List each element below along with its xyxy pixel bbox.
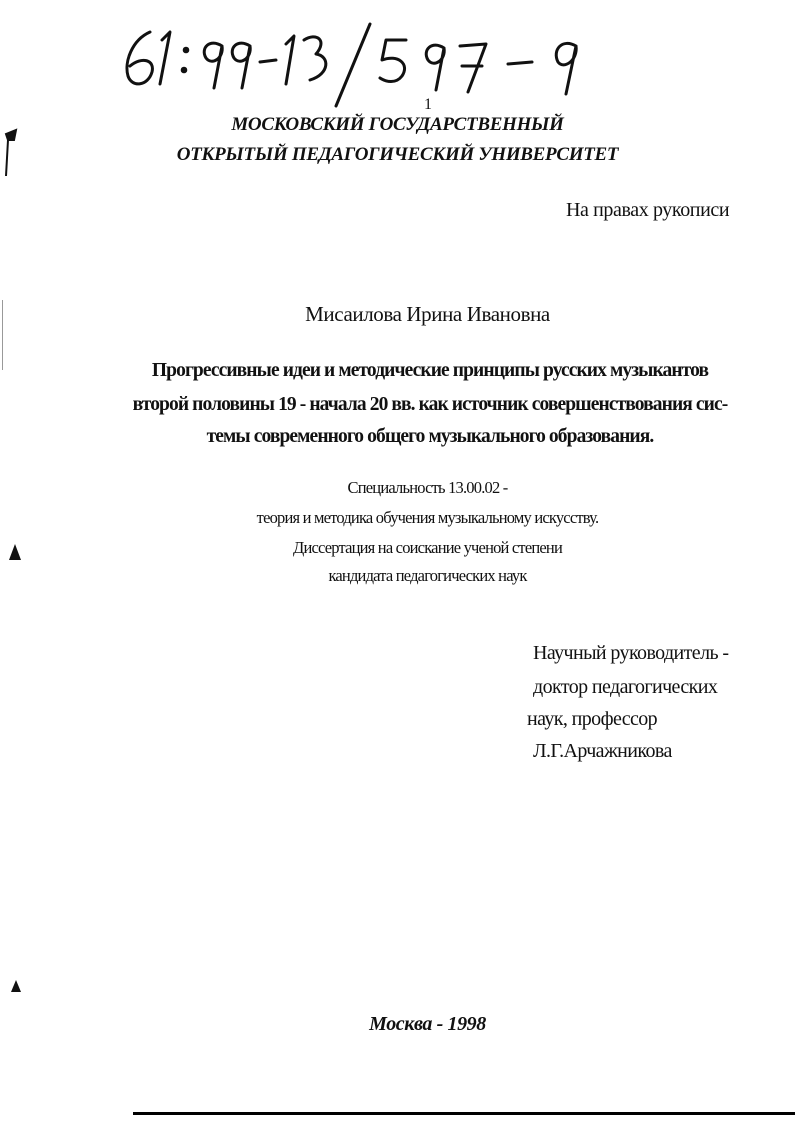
supervisor-line-1: Научный руководитель - [533, 642, 729, 664]
specialty-line-1: Специальность 13.00.02 - [347, 478, 508, 497]
dissertation-title-line-2: второй половины 19 - начала 20 вв. как источник совершенствования сис- [132, 394, 728, 415]
specialty-line-4: кандидата педагогических наук [328, 566, 527, 585]
author-name: Мисаилова Ирина Ивановна [305, 302, 550, 326]
dissertation-title-line-1: Прогрессивные идеи и методические принципы русских музыкантов [151, 360, 709, 381]
city-year: Москва - 1998 [369, 1013, 486, 1035]
scan-mark-bottom-left [10, 978, 22, 994]
specialty-line-3: Диссертация на соискание ученой степени [293, 538, 562, 557]
specialty-line-2: теория и методика обучения музыкальному искусству. [256, 508, 599, 527]
supervisor-line-4: Л.Г.Арчажникова [533, 740, 672, 762]
handwritten-catalog-number [110, 10, 610, 110]
supervisor-line-3: наук, профессор [527, 708, 658, 730]
scan-mark-top-left [0, 120, 20, 180]
bottom-scan-rule [133, 1112, 795, 1115]
manuscript-rights-note: На правах рукописи [566, 199, 730, 221]
institution-line-1: МОСКОВСКИЙ ГОСУДАРСТВЕННЫЙ [231, 114, 564, 135]
supervisor-line-2: доктор педагогических [533, 676, 718, 698]
dissertation-title-line-3: темы современного общего музыкального образования. [206, 426, 654, 447]
scan-mark-middle-left [8, 542, 22, 562]
institution-line-2: ОТКРЫТЫЙ ПЕДАГОГИЧЕСКИЙ УНИВЕРСИТЕТ [176, 144, 619, 165]
scan-edge-line [2, 300, 3, 370]
page-number: 1 [424, 96, 432, 113]
